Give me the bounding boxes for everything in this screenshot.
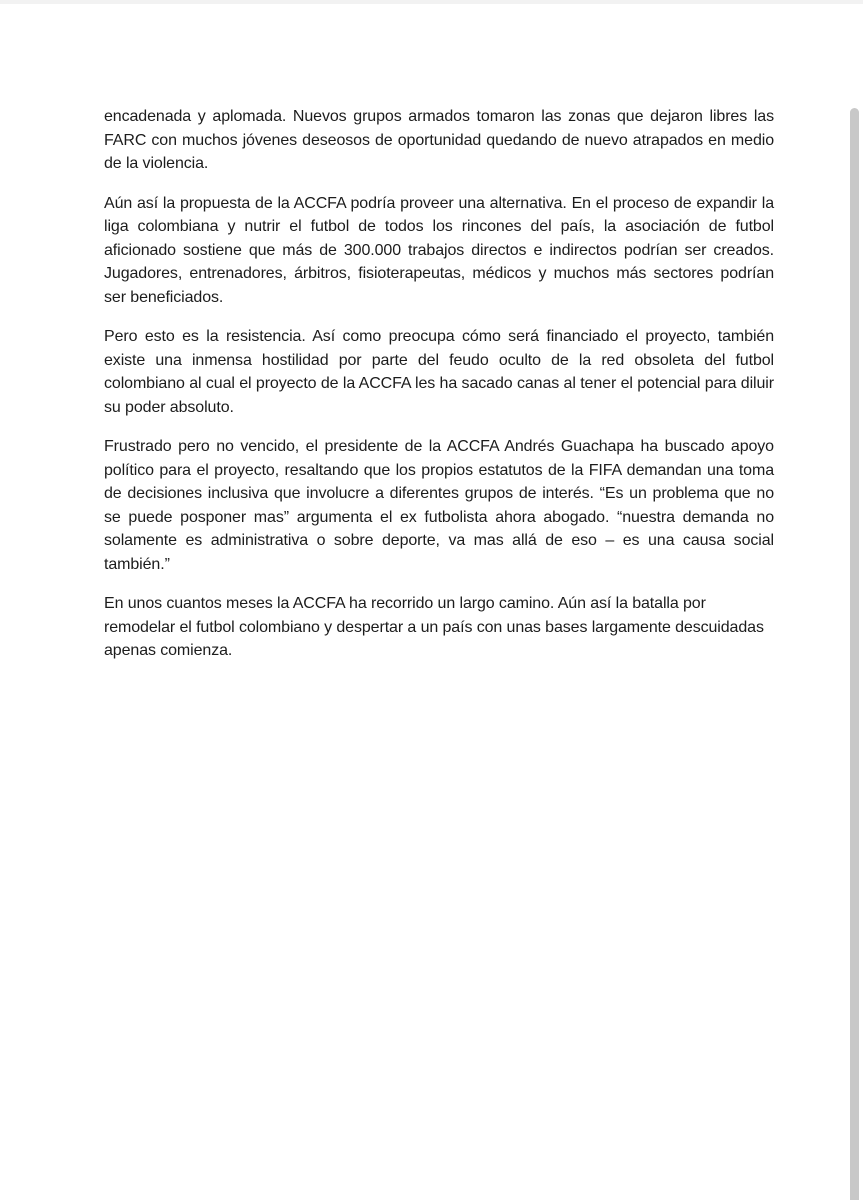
paragraph-5: En unos cuantos meses la ACCFA ha recorrido un largo camino. Aún así la batalla por remodelar el futbol colombiano y despertar a un país con unas bases largamente descuidadas apenas comienza. xyxy=(104,595,764,659)
paragraph-4: Frustrado pero no vencido, el presidente de la ACCFA Andrés Guachapa ha buscado apoyo político para el proyecto, resaltando que los propios estatutos de la FIFA demandan una toma de decisiones inclusiva que involucre a diferentes grupos de interés. “Es un problema que no se puede posponer mas” argumenta el ex futbolista ahora abogado. “nuestra demanda no solamente es administrativa o sobre deporte, va mas allá de eso – es una causa social también.” xyxy=(104,438,774,573)
paragraph-1: encadenada y aplomada. Nuevos grupos armados tomaron las zonas que dejaron libres las FARC con muchos jóvenes deseosos de oportunidad quedando de nuevo atrapados en medio de la violencia. xyxy=(104,108,774,172)
paragraph-2: Aún así la propuesta de la ACCFA podría proveer una alternativa. En el proceso de expandir la liga colombiana y nutrir el futbol de todos los rincones del país, la asociación de futbol aficionado sostiene que más de 300.000 trabajos directos e indirectos podrían ser creados. Jugadores, entrenadores, árbitros, fisioterapeutas, médicos y muchos más sectores podrían ser beneficiados. xyxy=(104,194,774,306)
scrollbar-thumb[interactable] xyxy=(850,108,859,1200)
top-edge xyxy=(0,0,863,4)
paragraph-3: Pero esto es la resistencia. Así como preocupa cómo será financiado el proyecto, también existe una inmensa hostilidad por parte del feudo oculto de la red obsoleta del futbol colombiano al cual el proyecto de la ACCFA les ha sacado canas al tener el potencial para diluir su poder absoluto. xyxy=(104,328,774,416)
document-body xyxy=(104,105,774,679)
